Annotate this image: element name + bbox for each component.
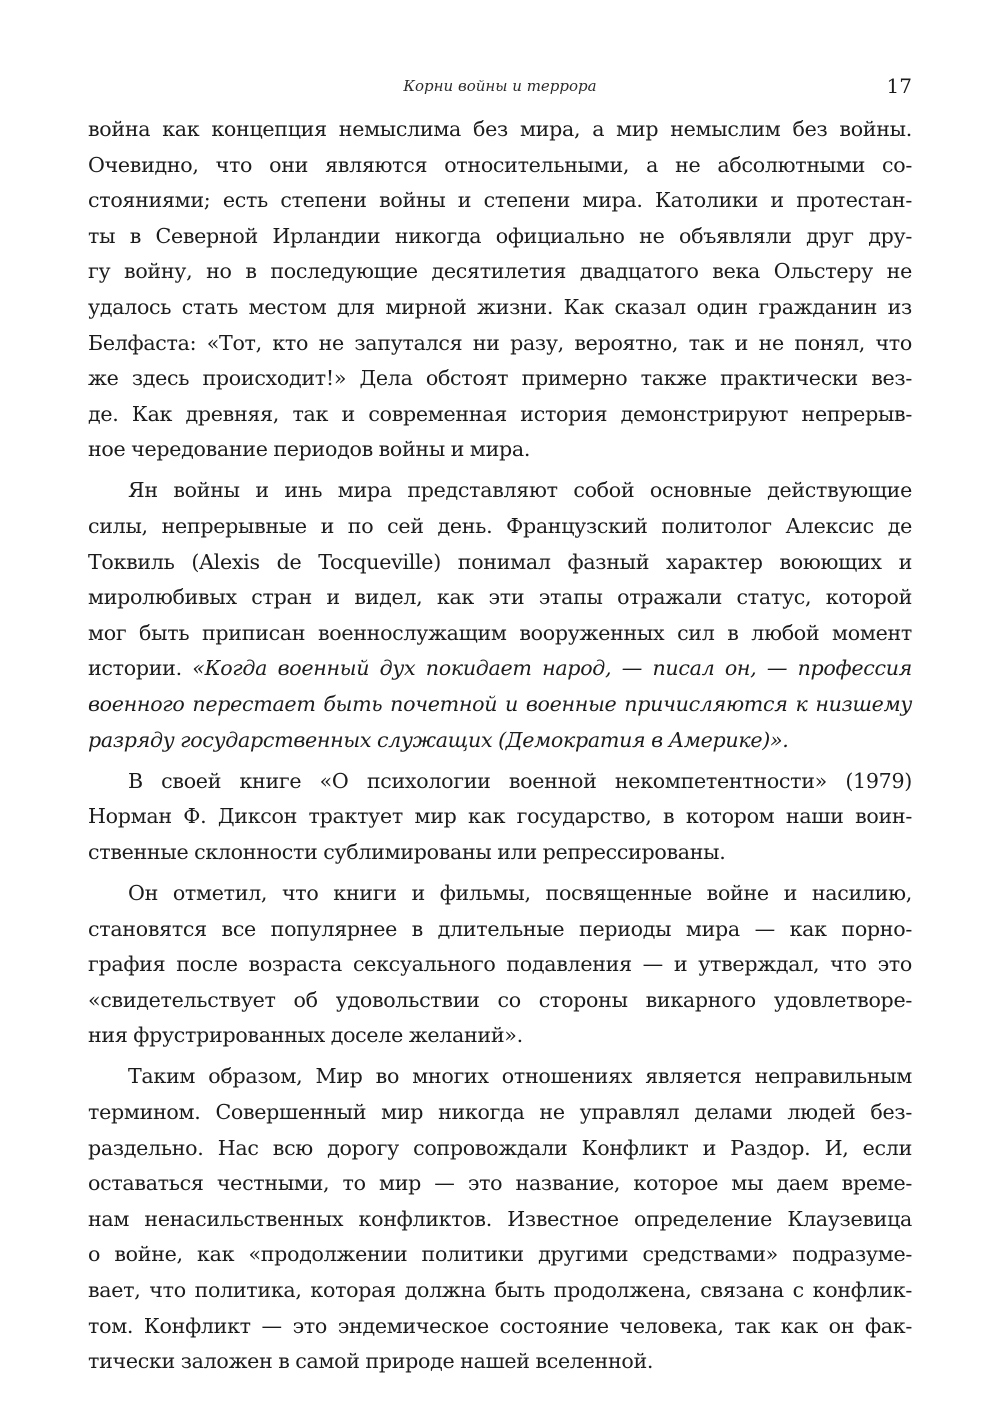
text-line: термином. Совершенный мир никогда не управлял делами людей без- [88,1100,912,1125]
text-line: вает, что политика, которая должна быть продолжена, связана с конфлик- [88,1278,912,1302]
text-line: удалось стать местом для мирной жизни. Как сказал один гражданин из [88,294,912,319]
text-line: миролюбивых стран и видел, как эти этапы отражали статус, которой [88,585,912,610]
text-line: «свидетельствует об удовольствии со стороны викарного удовлетворе- [88,987,912,1012]
paragraph-5 [88,1059,912,1379]
text-line-mixed [88,651,912,687]
text-line: становятся все популярнее в длительные периоды мира — как порно- [88,916,912,941]
text-segment: истории. [88,656,193,681]
text-line: гу войну, но в последующие десятилетия двадцатого века Ольстеру не [88,259,912,284]
text-line: графия после возраста сексуального подавления — и утверждал, что это [88,952,912,977]
text-line: де. Как древняя, так и современная история демонстрируют непрерыв- [88,401,912,426]
text-line: тически заложен в самой природе нашей вселенной. [88,1349,654,1374]
text-line: Норман Ф. Диксон трактует мир как государство, в котором наши воин- [88,804,912,829]
text-line: ты в Северной Ирландии никогда официально не объявляли друг дру- [88,223,912,248]
text-line: мог быть приписан военнослужащим вооруженных сил в любой момент [88,620,912,645]
paragraph-3 [88,764,912,871]
text-line: Очевидно, что они являются относительными, а не абсолютными со- [88,152,912,177]
text-line: ственные склонности сублимированы или репрессированы. [88,839,726,864]
text-line: раздельно. Нас всю дорогу сопровождали Конфликт и Раздор. И, если [88,1135,912,1160]
running-header [88,73,912,103]
text-line: стояниями; есть степени войны и степени мира. Католики и протестан- [88,188,912,213]
paragraph-2 [88,473,912,758]
text-line: Он отметил, что книги и фильмы, посвященные войне и насилию, [128,880,912,905]
text-line: том. Конфликт — это эндемическое состояние человека, так как он фак- [88,1313,912,1338]
text-line: силы, непрерывные и по сей день. Французский политолог Алексис де [88,514,912,539]
paragraph-4 [88,876,912,1054]
text-line: о войне, как «продолжении политики другими средствами» подразуме- [88,1242,912,1267]
quote-line: военного перестает быть почетной и военные причисляются к низшему [88,692,912,716]
text-line: Ян войны и инь мира представляют собой основные действующие [128,478,912,503]
quote-segment: «Когда военный дух покидает народ, — писал он, — профессия [192,656,912,681]
text-line: война как концепция немыслима без мира, а мир немыслим без войны. [88,117,912,141]
text-line: оставаться честными, то мир — это название, которое мы даем време- [88,1171,912,1196]
body-text [88,112,912,1380]
text-line: ния фрустрированных доселе желаний». [88,1023,523,1048]
text-line: же здесь происходит!» Дела обстоят примерно также практически вез- [88,366,912,391]
text-line: ное чередование периодов войны и мира. [88,437,531,462]
text-line: Белфаста: «Тот, кто не запутался ни разу, вероятно, так и не понял, что [88,330,912,355]
text-line: Токвиль (Alexis de Tocqueville) понимал фазный характер воюющих и [88,549,912,574]
quote-line: разряду государственных служащих (Демократия в Америке)». [88,727,789,752]
text-line: нам ненасильственных конфликтов. Известное определение Клаузевица [88,1206,912,1231]
text-line: Таким образом, Мир во многих отношениях является неправильным [128,1064,912,1089]
text-line: В своей книге «О психологии военной некомпетентности» (1979) [128,768,912,793]
page-number: 17 [886,74,912,98]
running-header-title: Корни войны и террора [403,77,597,95]
paragraph-1 [88,112,912,468]
